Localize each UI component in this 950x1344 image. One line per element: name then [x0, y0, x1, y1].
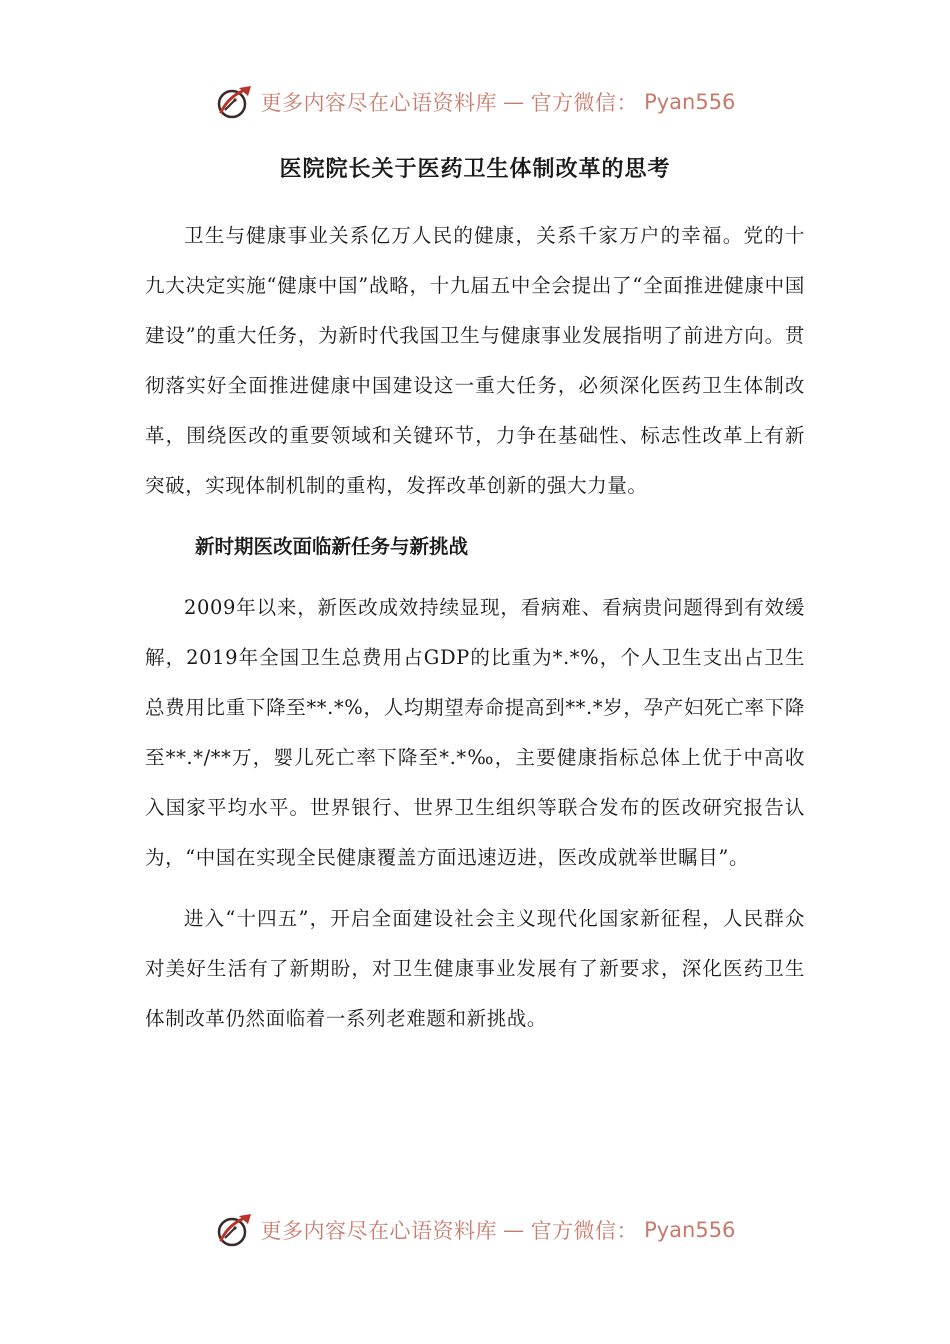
header-banner	[0, 80, 950, 124]
section-paragraph-1: 2009年以来，新医改成效持续显现，看病难、看病贵问题得到有效缓解，2019年全国卫生总费用占GDP的比重为*.*%，个人卫生支出占卫生总费用比重下降至**.*%，人均期望寿命提高到**.*岁，孕产妇死亡率下降至**.*/**万，婴儿死亡率下降至*.*‰，主要健康指标总体上优于中高收入国家平均水平。世界银行、世界卫生组织等联合发布的医改研究报告认为，“中国在实现全民健康覆盖方面迅速迈进，医改成就举世瞩目”。	[145, 596, 805, 869]
banner-wechat-label: 官方微信：	[530, 91, 639, 115]
banner-wechat-id: Pyan556	[644, 1218, 736, 1242]
banner-wechat-label: 官方微信：	[530, 1219, 639, 1243]
banner-wechat-id: Pyan556	[644, 90, 736, 114]
pen-nib-logo-icon	[215, 1210, 255, 1250]
pen-nib-logo-icon	[215, 82, 255, 122]
banner-dash: —	[503, 90, 525, 114]
intro-paragraph: 卫生与健康事业关系亿万人民的健康，关系千家万户的幸福。党的十九大决定实施“健康中国”战略，十九届五中全会提出了“全面推进健康中国建设”的重大任务，为新时代我国卫生与健康事业发展指明了前进方向。贯彻落实好全面推进健康中国建设这一重大任务，必须深化医药卫生体制改革，围绕医改的重要领域和关键环节，力争在基础性、标志性改革上有新突破，实现体制机制的重构，发挥改革创新的强大力量。	[145, 224, 805, 497]
banner-dash: —	[503, 1218, 525, 1242]
footer-banner	[0, 1208, 950, 1252]
section-paragraph-2: 进入“十四五”，开启全面建设社会主义现代化国家新征程，人民群众对美好生活有了新期盼，对卫生健康事业发展有了新要求，深化医药卫生体制改革仍然面临着一系列老难题和新挑战。	[145, 907, 805, 1030]
document-title: 医院院长关于医药卫生体制改革的思考	[279, 157, 671, 182]
banner-brand-text: 更多内容尽在心语资料库	[260, 91, 498, 115]
document-body	[145, 211, 805, 1044]
section-heading: 新时期医改面临新任务与新挑战	[195, 535, 469, 558]
banner-brand-text: 更多内容尽在心语资料库	[260, 1219, 498, 1243]
